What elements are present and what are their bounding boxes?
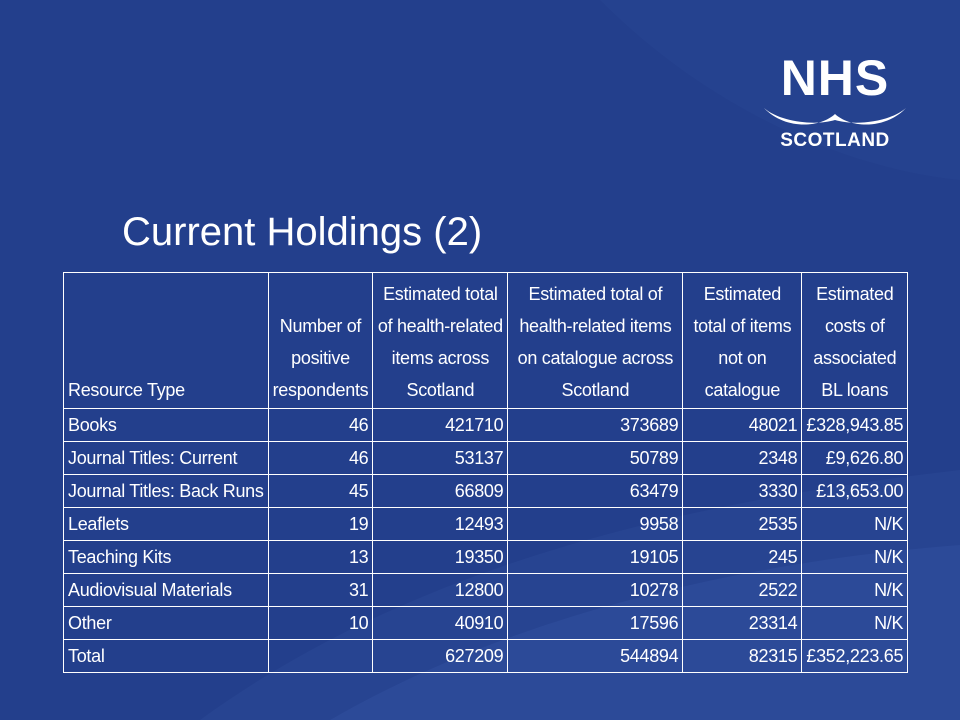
cell-respondents: 31 — [268, 574, 373, 607]
cell-resource-type: Journal Titles: Back Runs — [64, 475, 269, 508]
cell-respondents: 46 — [268, 409, 373, 442]
table-row — [64, 508, 908, 541]
cell-estimated-total: 12493 — [373, 508, 508, 541]
cell-on-catalogue: 10278 — [508, 574, 683, 607]
cell-not-on-catalogue: 2522 — [683, 574, 802, 607]
cell-not-on-catalogue: 23314 — [683, 607, 802, 640]
cell-on-catalogue: 50789 — [508, 442, 683, 475]
cell-respondents: 46 — [268, 442, 373, 475]
cell-on-catalogue: 373689 — [508, 409, 683, 442]
cell-not-on-catalogue: 3330 — [683, 475, 802, 508]
cell-estimated-total: 66809 — [373, 475, 508, 508]
cell-estimated-total: 627209 — [373, 640, 508, 673]
cell-estimated-total: 12800 — [373, 574, 508, 607]
cell-resource-type: Leaflets — [64, 508, 269, 541]
table-row — [64, 409, 908, 442]
table-row — [64, 442, 908, 475]
cell-bl-loan-cost: N/K — [802, 541, 908, 574]
cell-estimated-total: 53137 — [373, 442, 508, 475]
cell-bl-loan-cost: £9,626.80 — [802, 442, 908, 475]
cell-on-catalogue: 19105 — [508, 541, 683, 574]
cell-on-catalogue: 63479 — [508, 475, 683, 508]
cell-bl-loan-cost: N/K — [802, 607, 908, 640]
cell-resource-type: Books — [64, 409, 269, 442]
table-row — [64, 541, 908, 574]
logo-scotland-text: SCOTLAND — [780, 130, 890, 151]
cell-resource-type: Teaching Kits — [64, 541, 269, 574]
cell-bl-loan-cost: N/K — [802, 574, 908, 607]
cell-resource-type: Other — [64, 607, 269, 640]
cell-not-on-catalogue: 245 — [683, 541, 802, 574]
table-row — [64, 574, 908, 607]
logo-nhs-text: NHS — [780, 50, 890, 106]
cell-on-catalogue: 17596 — [508, 607, 683, 640]
cell-not-on-catalogue: 2348 — [683, 442, 802, 475]
cell-not-on-catalogue: 82315 — [683, 640, 802, 673]
cell-respondents: 45 — [268, 475, 373, 508]
nhs-scotland-logo — [760, 52, 910, 162]
cell-respondents: 19 — [268, 508, 373, 541]
header-bl-loan-costs: Estimated costs of associated BL loans — [802, 273, 908, 409]
cell-on-catalogue: 9958 — [508, 508, 683, 541]
cell-respondents: 13 — [268, 541, 373, 574]
cell-bl-loan-cost: £352,223.65 — [802, 640, 908, 673]
cell-respondents: 10 — [268, 607, 373, 640]
table-row — [64, 607, 908, 640]
cell-resource-type: Audiovisual Materials — [64, 574, 269, 607]
holdings-table — [63, 272, 908, 673]
cell-respondents — [268, 640, 373, 673]
table-row — [64, 475, 908, 508]
cell-bl-loan-cost: £328,943.85 — [802, 409, 908, 442]
cell-bl-loan-cost: N/K — [802, 508, 908, 541]
header-estimated-on-catalogue: Estimated total of health-related items on catalogue across Scotland — [508, 273, 683, 409]
cell-resource-type: Journal Titles: Current — [64, 442, 269, 475]
cell-on-catalogue: 544894 — [508, 640, 683, 673]
cell-estimated-total: 421710 — [373, 409, 508, 442]
table-total-row — [64, 640, 908, 673]
table-header-row — [64, 273, 908, 409]
cell-not-on-catalogue: 2535 — [683, 508, 802, 541]
slide-title: Current Holdings (2) — [122, 210, 483, 254]
header-estimated-total: Estimated total of health-related items across Scotland — [373, 273, 508, 409]
cell-not-on-catalogue: 48021 — [683, 409, 802, 442]
logo-wave-icon — [760, 104, 910, 130]
header-number-of-respondents: Number of positive respondents — [268, 273, 373, 409]
cell-estimated-total: 40910 — [373, 607, 508, 640]
cell-resource-type: Total — [64, 640, 269, 673]
cell-bl-loan-cost: £13,653.00 — [802, 475, 908, 508]
header-not-on-catalogue: Estimated total of items not on catalogue — [683, 273, 802, 409]
cell-estimated-total: 19350 — [373, 541, 508, 574]
header-resource-type: Resource Type — [64, 273, 269, 409]
